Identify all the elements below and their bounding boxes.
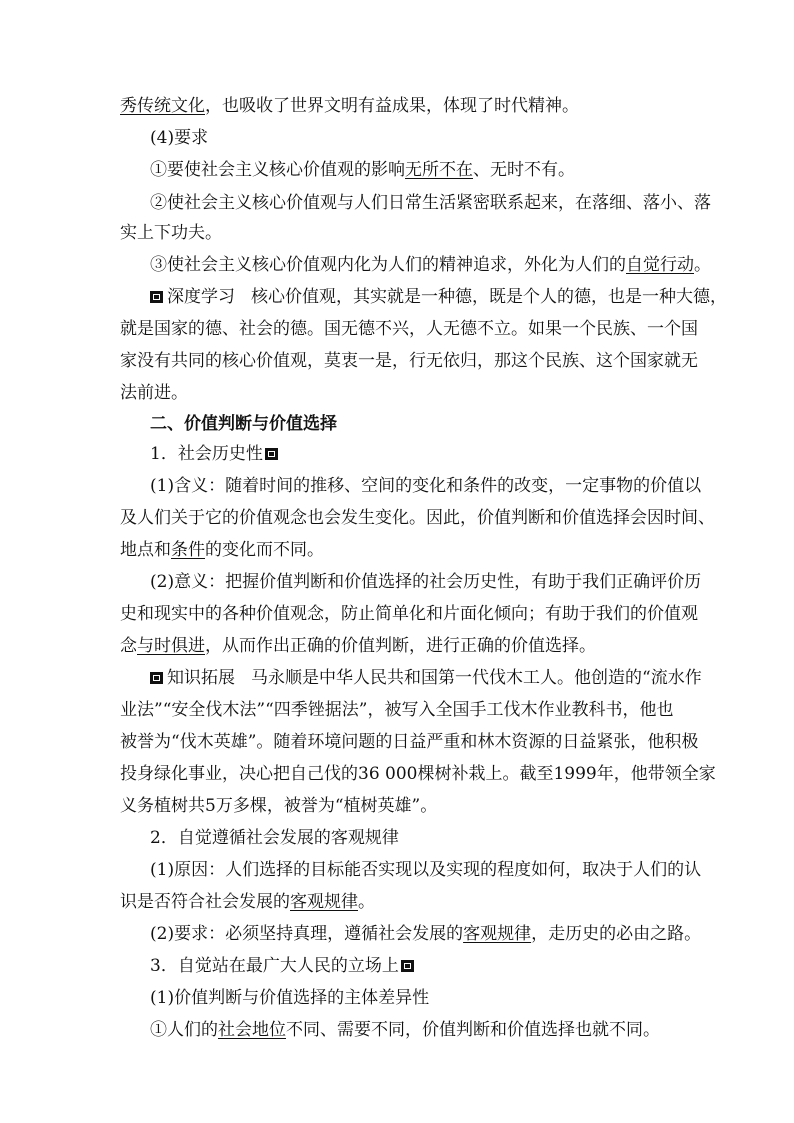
callout-label: 深度学习: [167, 287, 235, 307]
underlined-term: 与时俱进: [137, 636, 205, 656]
text-run: 不同、需要不同，价值判断和价值选择也就不同。: [286, 1020, 660, 1040]
paragraph-line: [120, 635, 596, 657]
paragraph-line: ②使社会主义核心价值观与人们日常生活紧密联系起来，在落细、落小、落: [150, 193, 711, 213]
subsection-heading: 2．自觉遵循社会发展的客观规律: [150, 828, 399, 848]
knowledge-extension-callout: [150, 667, 702, 689]
text-run: ，从而作出正确的价值判断，进行正确的价值选择。: [205, 636, 596, 656]
paragraph-line: (2)意义：把握价值判断和价值选择的社会历史性，有助于我们正确评价历: [150, 572, 702, 592]
text-run: ①人们的: [150, 1020, 218, 1040]
subheading-requirements: (4)要求: [150, 128, 209, 148]
underlined-term: 无所不在: [405, 160, 473, 180]
underlined-term: 条件: [171, 540, 205, 560]
paragraph-line: [150, 254, 711, 276]
paragraph-line: 就是国家的德、社会的德。国无德不兴，人无德不立。如果一个民族、一个国: [120, 319, 698, 339]
paragraph-line: 投身绿化事业，决心把自己伐的36 000棵树补栽上。截至1999年，他带领全家: [120, 764, 716, 784]
paragraph-line: 实上下功夫。: [120, 223, 222, 243]
deep-learning-callout: [150, 286, 727, 308]
underlined-term: 客观规律: [290, 892, 358, 912]
tag-icon: [265, 448, 278, 460]
heading-text: 3．自觉站在最广大人民的立场上: [150, 956, 399, 976]
callout-label: 知识拓展: [167, 668, 235, 688]
paragraph-line: [120, 891, 375, 913]
text-run: ，走历史的必由之路。: [531, 924, 702, 944]
text-run: 念: [120, 636, 137, 656]
paragraph-line: 家没有共同的核心价值观，莫衷一是，行无依归，那这个民族、这个国家就无: [120, 351, 698, 371]
paragraph-line: [150, 923, 701, 945]
text-run: (2)要求：必须坚持真理，遵循社会发展的: [150, 924, 464, 944]
paragraph-line: 及人们关于它的价值观念也会发生变化。因此，价值判断和价值选择会因时间、: [120, 508, 715, 528]
text-run: 。: [358, 892, 375, 912]
underlined-term: 自觉行动: [626, 255, 694, 275]
paragraph-line: 义务植树共5万多棵，被誉为“植树英雄”。: [120, 796, 438, 816]
paragraph-line: 被誉为“伐木英雄”。随着环境问题的日益严重和林木资源的日益紧张，他积极: [120, 732, 699, 752]
paragraph-line: [150, 159, 575, 181]
section-heading: 二、价值判断与价值选择: [150, 414, 337, 434]
paragraph-line: (1)含义：随着时间的推移、空间的变化和条件的改变，一定事物的价值以: [150, 476, 702, 496]
tag-icon: [150, 291, 163, 303]
paragraph-line: (1)价值判断与价值选择的主体差异性: [150, 988, 430, 1008]
text-run: 的变化而不同。: [205, 540, 324, 560]
text-run: 马永顺是中华人民共和国第一代伐木工人。他创造的“流水作: [251, 668, 702, 688]
text-run: 核心价值观，其实就是一种德，既是个人的德，也是一种大德，: [251, 287, 727, 307]
underlined-term: 秀传统文化: [120, 96, 205, 116]
heading-text: 1．社会历史性: [150, 444, 263, 464]
text-run: ①要使社会主义核心价值观的影响: [150, 160, 405, 180]
paragraph-line: 法前进。: [120, 383, 188, 403]
paragraph-line: [120, 95, 579, 117]
paragraph-line: 史和现实中的各种价值观念，防止简单化和片面化倾向；有助于我们的价值观: [120, 604, 698, 624]
paragraph-line: 业法”“安全伐木法”“四季锉据法”，被写入全国手工伐木作业教科书，他也: [120, 700, 674, 720]
text-run: 。: [694, 255, 711, 275]
text-run: ③使社会主义核心价值观内化为人们的精神追求，外化为人们的: [150, 255, 626, 275]
subsection-heading: [150, 955, 414, 977]
text-run: 、无时不有。: [473, 160, 575, 180]
subsection-heading: [150, 443, 278, 465]
underlined-term: 社会地位: [218, 1020, 286, 1040]
paragraph-line: [150, 1019, 660, 1041]
underlined-term: 客观规律: [463, 924, 532, 944]
text-run: ，也吸收了世界文明有益成果，体现了时代精神。: [205, 96, 579, 116]
paragraph-line: [120, 539, 324, 561]
tag-icon: [150, 672, 163, 684]
paragraph-line: (1)原因：人们选择的目标能否实现以及实现的程度如何，取决于人们的认: [150, 860, 702, 880]
text-run: 地点和: [120, 540, 171, 560]
text-run: 识是否符合社会发展的: [120, 892, 290, 912]
tag-icon: [401, 960, 414, 972]
